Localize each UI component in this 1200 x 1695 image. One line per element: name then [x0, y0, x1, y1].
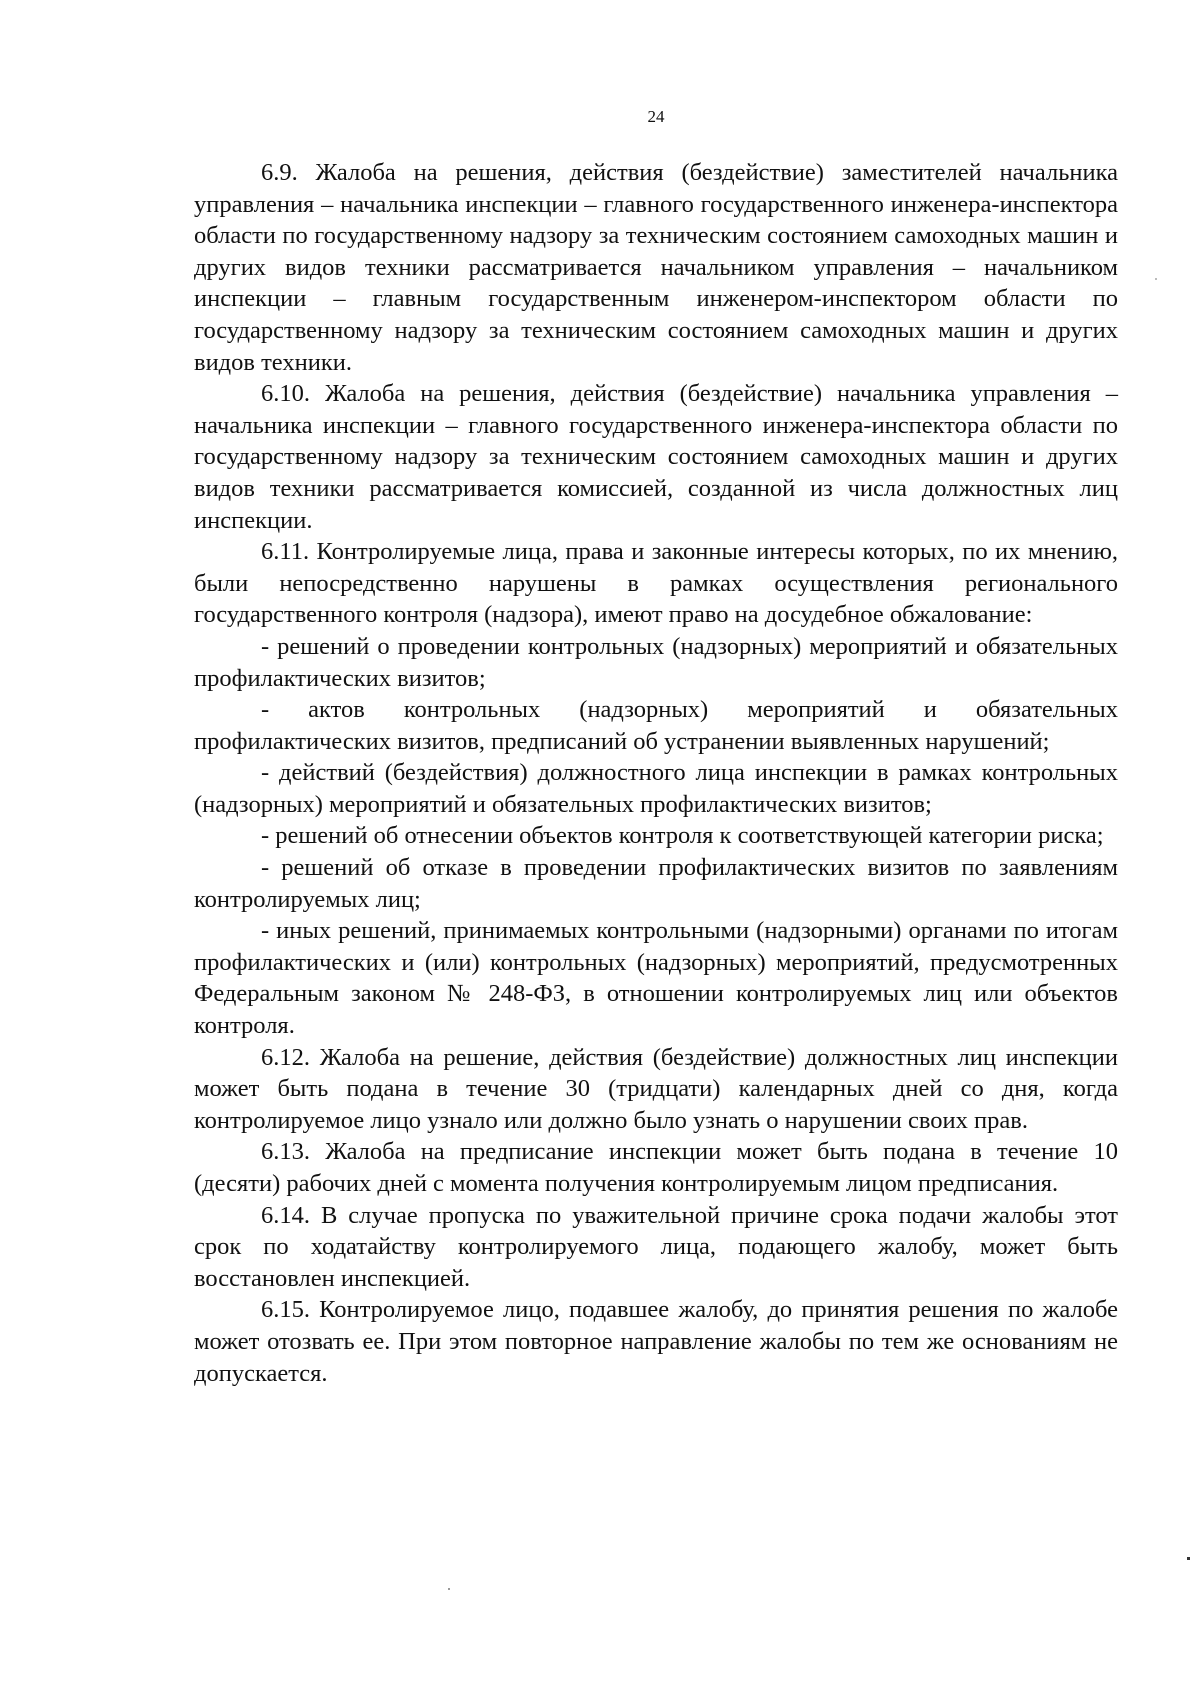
scan-speck: [1187, 1557, 1190, 1560]
list-item: - иных решений, принимаемых контрольными (надзорными) органами по итогам профилактических и (или) контрольных (надзорных) мероприятий, предусмотренных Федеральным законом № 248-ФЗ, в отношении контролируемых лиц или объектов контроля.: [194, 917, 1118, 1040]
paragraph-6-11: 6.11. Контролируемые лица, права и законные интересы которых, по их мнению, были непосредственно нарушены в рамках осуществления регионального государственного контроля (надзора), имеют право на досудебное обжалование:: [194, 538, 1118, 629]
page-number: 24: [647, 107, 665, 126]
paragraph-6-10: 6.10. Жалоба на решения, действия (бездействие) начальника управления – начальника инспекции – главного государственного инженера-инспектора области по государственному надзору за техническим состоянием самоходных машин и других видов техники рассматривается комиссией, созданной из числа должностных лиц инспекции.: [194, 380, 1118, 534]
paragraph-6-9: 6.9. Жалоба на решения, действия (бездействие) заместителей начальника управления – начальника инспекции – главного государственного инженера-инспектора области по государственному надзору за техническим состоянием самоходных машин и других видов техники рассматривается начальником управления – начальником инспекции – главным государственным инженером-инспектором области по государственному надзору за техническим состоянием самоходных машин и других видов техники.: [194, 159, 1118, 376]
document-body: [194, 157, 1118, 1389]
list-item: - актов контрольных (надзорных) мероприятий и обязательных профилактических визитов, предписаний об устранении выявленных нарушений;: [194, 696, 1118, 755]
list-item: - решений об отнесении объектов контроля к соответствующей категории риска;: [261, 822, 1104, 850]
list-item: - действий (бездействия) должностного лица инспекции в рамках контрольных (надзорных) мероприятий и обязательных профилактических визитов;: [194, 759, 1118, 818]
paragraph-6-15: 6.15. Контролируемое лицо, подавшее жалобу, до принятия решения по жалобе может отозвать ее. При этом повторное направление жалобы по тем же основаниям не допускается.: [194, 1296, 1118, 1387]
list-item: - решений об отказе в проведении профилактических визитов по заявлениям контролируемых лиц;: [194, 854, 1118, 913]
paragraph-6-12: 6.12. Жалоба на решение, действия (бездействие) должностных лиц инспекции может быть подана в течение 30 (тридцати) календарных дней со дня, когда контролируемое лицо узнало или должно было узнать о нарушении своих прав.: [194, 1043, 1118, 1134]
paragraph-6-13: 6.13. Жалоба на предписание инспекции может быть подана в течение 10 (десяти) рабочих дней с момента получения контролируемым лицом предписания.: [194, 1138, 1118, 1197]
scan-speck: [1155, 278, 1157, 280]
list-item: - решений о проведении контрольных (надзорных) мероприятий и обязательных профилактических визитов;: [194, 632, 1118, 692]
scan-speck: [448, 1588, 450, 1590]
paragraph-6-14: 6.14. В случае пропуска по уважительной причине срока подачи жалобы этот срок по ходатайству контролируемого лица, подающего жалобу, может быть восстановлен инспекцией.: [194, 1201, 1118, 1292]
